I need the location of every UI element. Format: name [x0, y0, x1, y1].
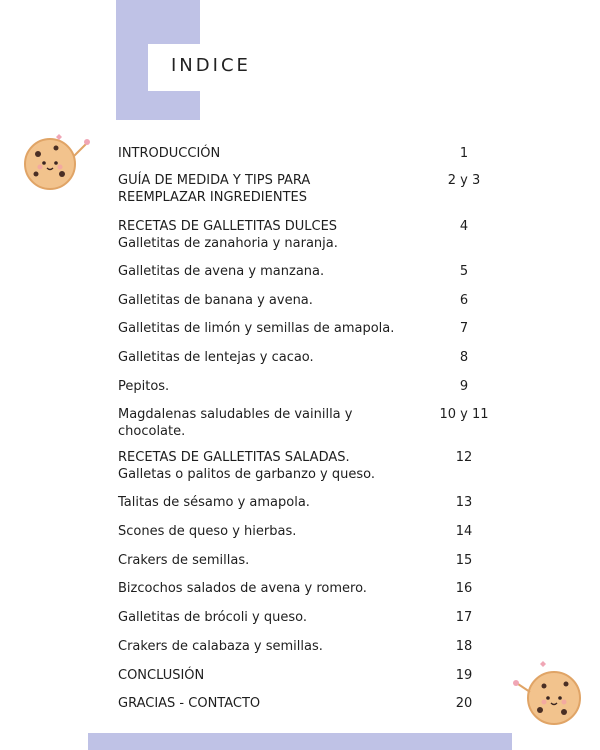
- toc-label: CONCLUSIÓN: [118, 668, 205, 683]
- toc-label: [118, 449, 418, 483]
- toc-label: Galletitas de lentejas y cacao.: [118, 350, 314, 365]
- cookie-illustration-bottom-right: [508, 658, 588, 728]
- toc-label: GRACIAS - CONTACTO: [118, 696, 261, 711]
- toc-page-number: 8: [459, 350, 469, 365]
- toc-label: Galletitas de brócoli y queso.: [118, 610, 307, 625]
- toc-page-number: 9: [459, 379, 469, 394]
- toc-label: Bizcochos salados de avena y romero.: [118, 581, 367, 596]
- toc-label: Crakers de calabaza y semillas.: [118, 639, 323, 654]
- toc-label: [118, 172, 418, 206]
- toc-page-number: 5: [459, 264, 469, 279]
- toc-page-number: 14: [455, 524, 473, 539]
- cookie-illustration-top-left: [20, 134, 100, 190]
- toc-label: Galletitas de limón y semillas de amapola.: [118, 321, 395, 336]
- toc-page-number: 4: [459, 219, 469, 234]
- toc-label-line2: chocolate.: [118, 424, 186, 439]
- toc-label: Galletitas de banana y avena.: [118, 293, 313, 308]
- toc-page-number: 19: [455, 668, 473, 683]
- toc-label: INTRODUCCIÓN: [118, 146, 221, 161]
- toc-label: Crakers de semillas.: [118, 553, 250, 568]
- toc-label-line1: RECETAS DE GALLETITAS DULCES: [118, 219, 338, 234]
- toc-page-number: 16: [455, 581, 473, 596]
- toc-label-line2: Galletas o palitos de garbanzo y queso.: [118, 467, 375, 482]
- toc-label: Galletitas de avena y manzana.: [118, 264, 325, 279]
- bottom-accent-bar: [88, 733, 512, 750]
- toc-page-number: 6: [459, 293, 469, 308]
- toc-label: [118, 218, 418, 252]
- toc-label-line1: Magdalenas saludables de vainilla y: [118, 407, 353, 422]
- toc-page-number: 7: [459, 321, 469, 336]
- toc-label: Pepitos.: [118, 379, 170, 394]
- toc-label-line1: GUÍA DE MEDIDA Y TIPS PARA: [118, 173, 311, 188]
- toc-label: [118, 406, 418, 440]
- toc-page-number: 12: [455, 450, 473, 465]
- toc-label: Talitas de sésamo y amapola.: [118, 495, 310, 510]
- toc-page-number: 10 y 11: [439, 407, 489, 422]
- page-title: INDICE: [171, 55, 251, 76]
- toc-page-number: 2 y 3: [447, 173, 481, 188]
- toc-label-line1: RECETAS DE GALLETITAS SALADAS.: [118, 450, 350, 465]
- toc-label-line2: Galletitas de zanahoria y naranja.: [118, 236, 338, 251]
- toc-page-number: 1: [459, 146, 469, 161]
- toc-page-number: 17: [455, 610, 473, 625]
- toc-label: Scones de queso y hierbas.: [118, 524, 297, 539]
- toc-page-number: 20: [455, 696, 473, 711]
- toc-label-line2: REEMPLAZAR INGREDIENTES: [118, 190, 307, 205]
- toc-page-number: 18: [455, 639, 473, 654]
- toc-page-number: 15: [455, 553, 473, 568]
- toc-page-number: 13: [455, 495, 473, 510]
